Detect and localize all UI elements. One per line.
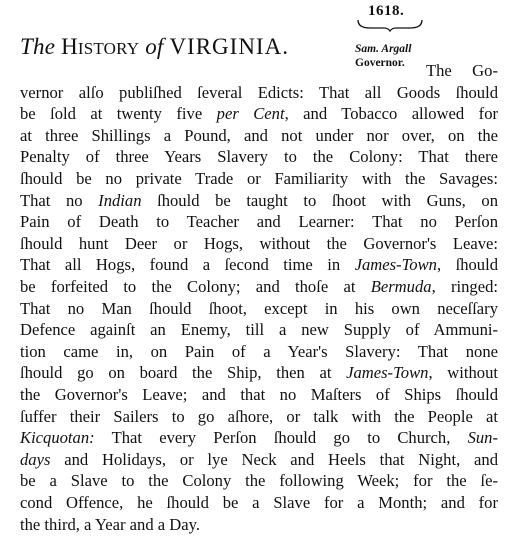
- text-segment: and Holidays, or lye Neck and Heels that Night, and: [50, 449, 498, 469]
- text-segment: Defence againſt an Enemy, till a new Supply of Ammuni-: [20, 320, 498, 340]
- text-line: [20, 341, 498, 363]
- header-history-rest: ISTORY: [77, 39, 140, 58]
- text-segment: That no: [20, 190, 99, 210]
- text-line: [20, 406, 498, 428]
- text-line: [20, 276, 498, 298]
- text-segment: be forfeited to the Colony; and thoſe at: [20, 277, 371, 296]
- text-line: [20, 514, 498, 536]
- text-segment: Pain of Death to Teacher and Learner: That no Perſon: [20, 212, 498, 232]
- text-segment: That no Man ſhould ſhoot, except in his own neceſſary: [20, 298, 498, 318]
- text-line: [20, 190, 498, 212]
- text-line: [20, 362, 498, 384]
- year-marginal: 1618.: [368, 3, 405, 19]
- text-segment: ſhould be no private Trade or Familiarity with the Savages:: [20, 169, 498, 188]
- text-line: [20, 103, 498, 125]
- text-line: [426, 60, 498, 82]
- header-the: The: [20, 34, 56, 59]
- text-line: [20, 82, 498, 104]
- text-segment: The Go-: [426, 61, 498, 80]
- text-segment: That every Perſon ſhould go to Church,: [94, 428, 468, 448]
- text-segment: ſuffer their Sailers to go aſhore, or talk with the People at: [20, 406, 498, 426]
- text-segment: , ringed:: [431, 277, 498, 296]
- text-line: [20, 427, 498, 449]
- brace-decoration: [356, 18, 424, 32]
- text-line: [20, 492, 498, 514]
- margin-note-title: Governor.: [355, 57, 405, 69]
- text-segment: be a Slave to the Colony the following Week; for the ſe-: [20, 471, 498, 491]
- text-line: [20, 254, 498, 276]
- text-line: [20, 470, 498, 492]
- text-segment: That all Hogs, found a ſecond time in: [20, 255, 355, 275]
- text-segment: vernor alſo publiſhed ſeveral Edicts: That all Goods ſhould: [20, 82, 498, 102]
- header-of: of: [145, 34, 164, 59]
- text-line: [20, 298, 498, 320]
- text-segment: , ſhould: [436, 255, 498, 275]
- italic-text: Indian: [98, 190, 142, 210]
- text-line: [20, 125, 498, 147]
- italic-text: James-Town: [346, 363, 429, 383]
- text-segment: cond Offence, he ſhould be a Slave for a Month; and for: [20, 493, 498, 512]
- text-line: [20, 168, 498, 190]
- text-line: [20, 319, 498, 341]
- text-line: [20, 449, 498, 471]
- text-segment: ſhould go on board the Ship, then at: [20, 363, 347, 383]
- text-segment: at three Shillings a Pound, and not under nor over, on the: [20, 125, 498, 145]
- italic-text: Sun-: [467, 428, 498, 448]
- header-history-initial: H: [61, 34, 78, 59]
- text-segment: the Governor's Leave; and that no Maſters of Ships ſhould: [20, 385, 498, 404]
- italic-text: per Cent: [216, 104, 285, 124]
- text-segment: Penalty of three Years Slavery to the Colony: That there: [20, 147, 498, 167]
- italic-text: days: [20, 449, 51, 469]
- italic-text: Bermuda: [370, 277, 432, 296]
- text-segment: tion came in, on Pain of a Year's Slavery: That none: [20, 341, 498, 361]
- italic-text: Kicquotan:: [20, 428, 95, 448]
- italic-text: James-Town: [354, 255, 437, 275]
- text-line: [20, 384, 498, 406]
- text-segment: the third, a Year and a Day.: [20, 514, 201, 534]
- running-header: [20, 34, 289, 60]
- text-segment: , without: [428, 363, 498, 383]
- header-virginia: VIRGINIA.: [169, 34, 289, 59]
- text-segment: , and Tobacco allowed for: [284, 104, 499, 124]
- text-segment: be ſold at twenty five: [20, 104, 217, 124]
- text-line: [20, 146, 498, 168]
- text-segment: ſhould hunt Deer or Hogs, without the Governor's Leave:: [20, 233, 498, 253]
- text-line: [20, 233, 498, 255]
- margin-note: [355, 42, 411, 70]
- margin-note-name: Sam. Argall: [355, 43, 412, 55]
- text-line: [20, 211, 498, 233]
- text-segment: ſhould be taught to ſhoot with Guns, on: [141, 190, 498, 210]
